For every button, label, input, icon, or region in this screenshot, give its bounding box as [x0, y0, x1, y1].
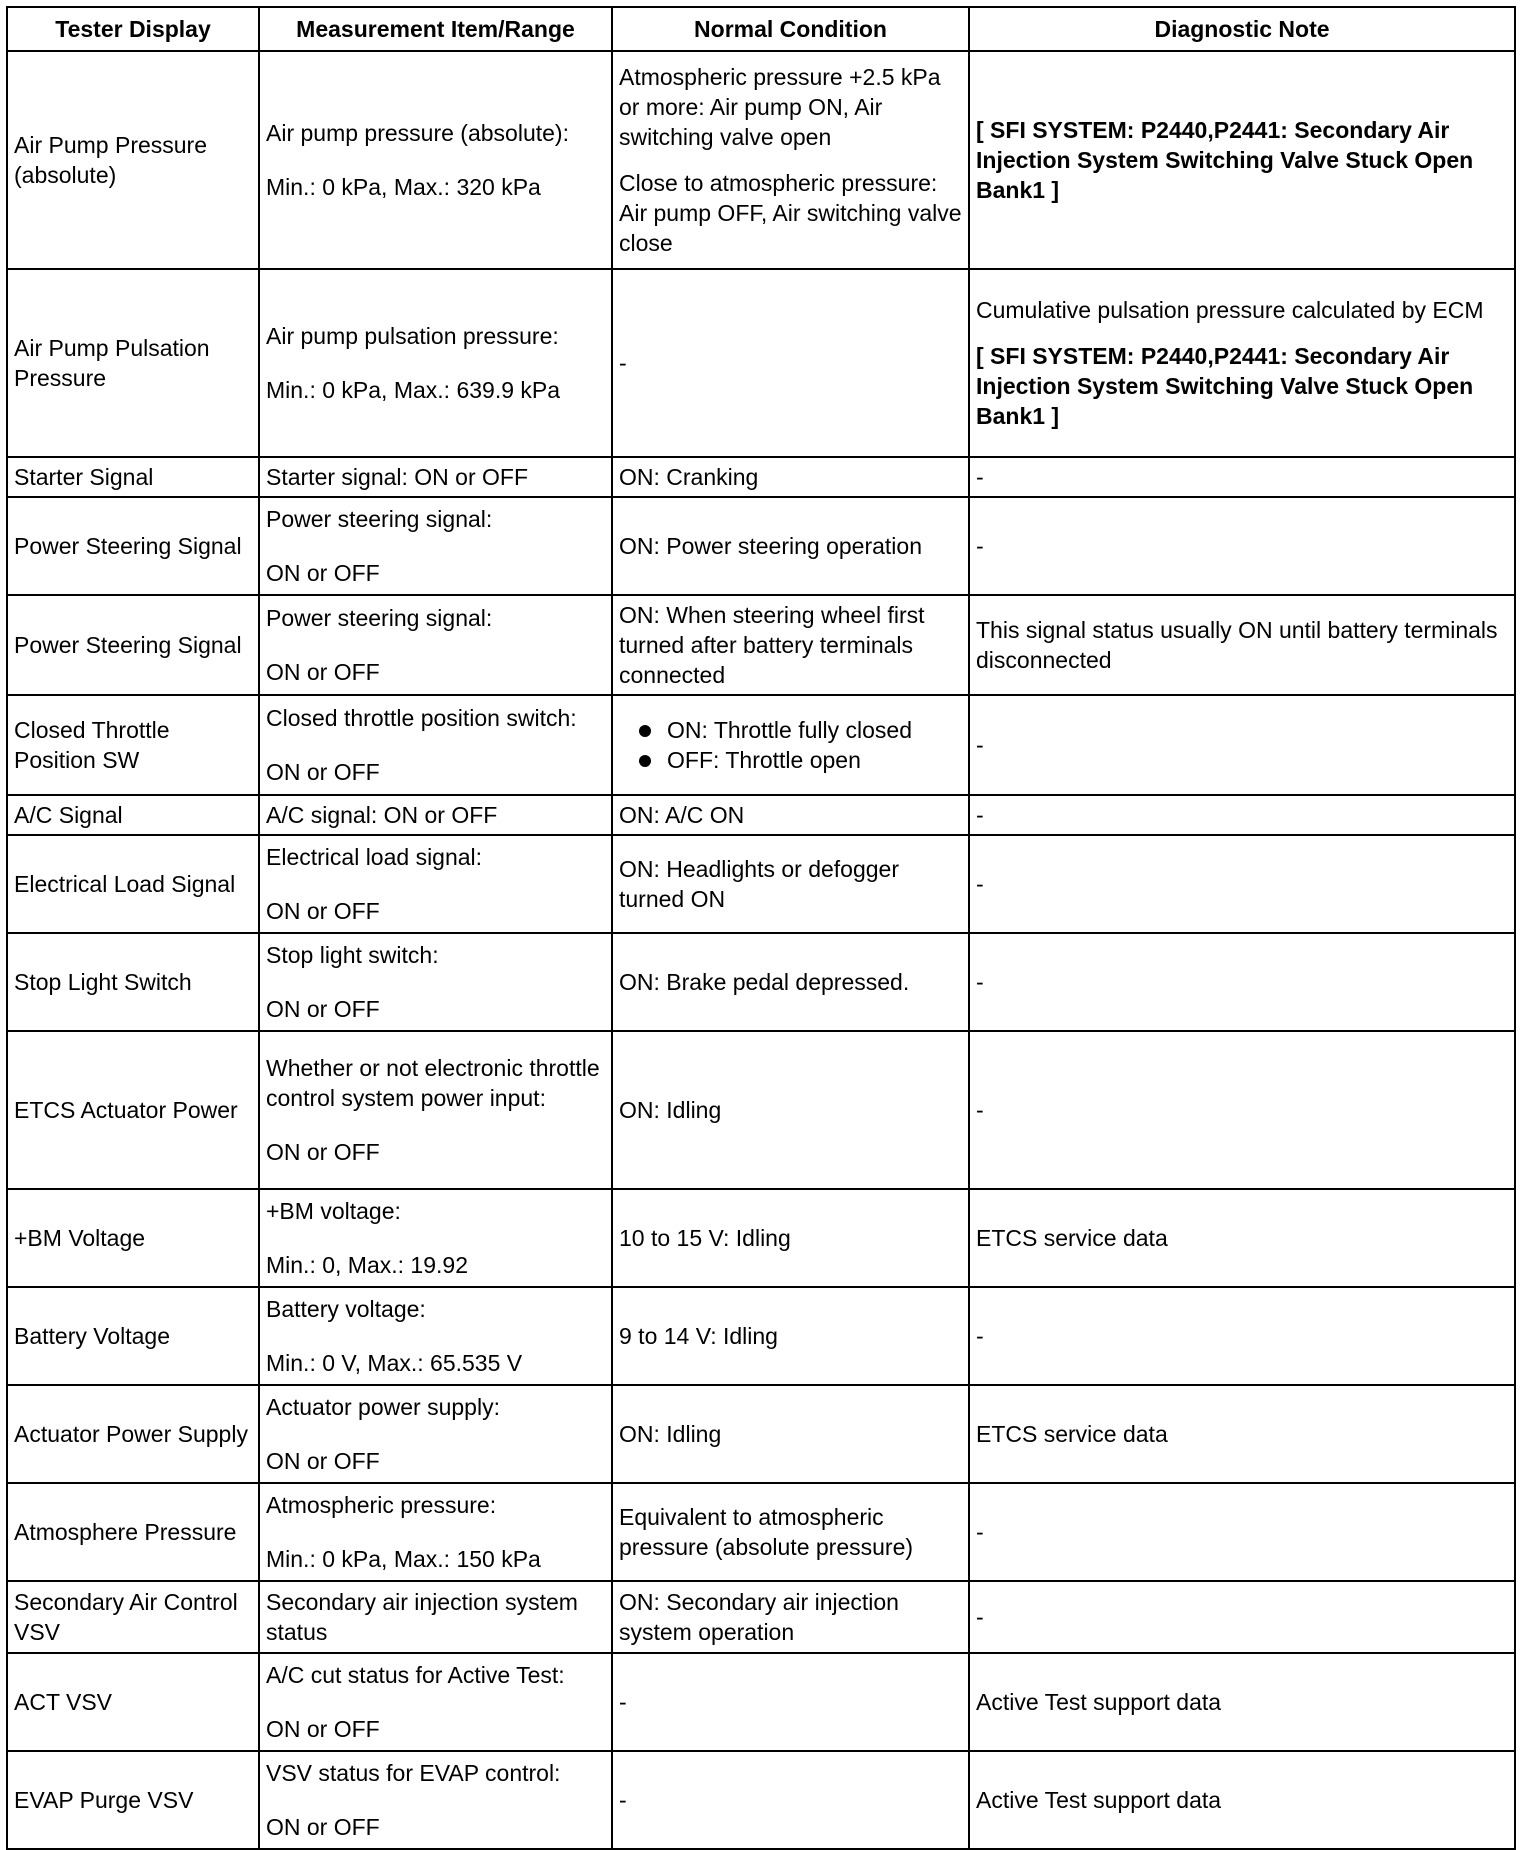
bullet-text: OFF: Throttle open — [667, 747, 861, 773]
cell-tester-display: Electrical Load Signal — [7, 835, 259, 933]
dtc-reference: [ SFI SYSTEM: P2440,P2441: Secondary Air Injection System Switching Valve Stuck Open Bank1 ] — [976, 343, 1474, 429]
table-header-row — [7, 7, 1515, 51]
item-line: Actuator power supply: — [266, 1394, 500, 1420]
cell-measurement-item — [259, 933, 612, 1031]
cell-diagnostic-note: - — [969, 795, 1515, 835]
cell-measurement-item — [259, 269, 612, 457]
list-item — [619, 715, 962, 745]
cell-measurement-item — [259, 1385, 612, 1483]
cell-diagnostic-note: This signal status usually ON until battery terminals disconnected — [969, 595, 1515, 695]
cell-tester-display: ETCS Actuator Power — [7, 1031, 259, 1189]
cell-measurement-item — [259, 1483, 612, 1581]
cell-measurement-item — [259, 835, 612, 933]
cell-normal-condition: 10 to 15 V: Idling — [612, 1189, 969, 1287]
item-line: Electrical load signal: — [266, 844, 483, 870]
item-range: ON or OFF — [266, 1139, 380, 1165]
item-line: Air pump pressure (absolute): — [266, 120, 569, 146]
cell-normal-condition — [612, 695, 969, 795]
item-range: ON or OFF — [266, 1448, 380, 1474]
note-line: Cumulative pulsation pressure calculated by ECM — [976, 297, 1484, 323]
condition-line: Atmospheric pressure +2.5 kPa or more: Air pump ON, Air switching valve open — [619, 64, 941, 150]
cell-diagnostic-note: Active Test support data — [969, 1653, 1515, 1751]
cell-normal-condition: - — [612, 1751, 969, 1849]
item-range: Min.: 0 kPa, Max.: 639.9 kPa — [266, 377, 561, 403]
table-row — [7, 1287, 1515, 1385]
cell-measurement-item — [259, 1751, 612, 1849]
cell-normal-condition — [612, 51, 969, 269]
item-line: VSV status for EVAP control: — [266, 1760, 561, 1786]
item-line: +BM voltage: — [266, 1198, 401, 1224]
cell-normal-condition: 9 to 14 V: Idling — [612, 1287, 969, 1385]
table-row — [7, 1751, 1515, 1849]
cell-measurement-item — [259, 1189, 612, 1287]
item-range: Min.: 0, Max.: 19.92 — [266, 1252, 468, 1278]
table-row — [7, 595, 1515, 695]
cell-normal-condition: ON: Idling — [612, 1031, 969, 1189]
cell-tester-display: A/C Signal — [7, 795, 259, 835]
cell-diagnostic-note: - — [969, 1581, 1515, 1653]
cell-diagnostic-note: - — [969, 933, 1515, 1031]
header-tester-display: Tester Display — [7, 7, 259, 51]
cell-measurement-item: A/C signal: ON or OFF — [259, 795, 612, 835]
table-row — [7, 1385, 1515, 1483]
cell-normal-condition: ON: Secondary air injection system operation — [612, 1581, 969, 1653]
cell-normal-condition: ON: Brake pedal depressed. — [612, 933, 969, 1031]
cell-diagnostic-note: ETCS service data — [969, 1189, 1515, 1287]
cell-normal-condition: ON: Cranking — [612, 457, 969, 497]
table-row — [7, 51, 1515, 269]
cell-tester-display: +BM Voltage — [7, 1189, 259, 1287]
dtc-reference: [ SFI SYSTEM: P2440,P2441: Secondary Air Injection System Switching Valve Stuck Open Bank1 ] — [976, 117, 1474, 203]
cell-tester-display: ACT VSV — [7, 1653, 259, 1751]
condition-bullet-list — [619, 715, 962, 775]
cell-measurement-item: Secondary air injection system status — [259, 1581, 612, 1653]
bullet-text: ON: Throttle fully closed — [667, 717, 913, 743]
item-line: Closed throttle position switch: — [266, 705, 577, 731]
cell-diagnostic-note: Active Test support data — [969, 1751, 1515, 1849]
cell-diagnostic-note: - — [969, 695, 1515, 795]
header-measurement-item: Measurement Item/Range — [259, 7, 612, 51]
cell-diagnostic-note: - — [969, 1287, 1515, 1385]
item-range: ON or OFF — [266, 659, 380, 685]
cell-normal-condition: - — [612, 1653, 969, 1751]
cell-measurement-item — [259, 595, 612, 695]
item-line: Stop light switch: — [266, 942, 439, 968]
cell-tester-display: Closed Throttle Position SW — [7, 695, 259, 795]
item-line: Air pump pulsation pressure: — [266, 323, 559, 349]
cell-diagnostic-note — [969, 51, 1515, 269]
cell-normal-condition: ON: Headlights or defogger turned ON — [612, 835, 969, 933]
cell-normal-condition: ON: Idling — [612, 1385, 969, 1483]
header-normal-condition: Normal Condition — [612, 7, 969, 51]
cell-tester-display: Power Steering Signal — [7, 595, 259, 695]
cell-measurement-item — [259, 1287, 612, 1385]
table-row — [7, 933, 1515, 1031]
item-line: A/C cut status for Active Test: — [266, 1662, 565, 1688]
table-row — [7, 1189, 1515, 1287]
cell-measurement-item — [259, 1031, 612, 1189]
item-range: ON or OFF — [266, 898, 380, 924]
table-row — [7, 497, 1515, 595]
item-line: Power steering signal: — [266, 605, 493, 631]
cell-tester-display: Stop Light Switch — [7, 933, 259, 1031]
table-row — [7, 1653, 1515, 1751]
data-list-table — [6, 6, 1516, 1850]
item-range: Min.: 0 kPa, Max.: 150 kPa — [266, 1546, 541, 1572]
table-row — [7, 1581, 1515, 1653]
bullet-icon — [639, 725, 651, 737]
cell-diagnostic-note: ETCS service data — [969, 1385, 1515, 1483]
cell-normal-condition: Equivalent to atmospheric pressure (absolute pressure) — [612, 1483, 969, 1581]
cell-tester-display: Starter Signal — [7, 457, 259, 497]
cell-diagnostic-note: - — [969, 1031, 1515, 1189]
header-diagnostic-note: Diagnostic Note — [969, 7, 1515, 51]
item-range: ON or OFF — [266, 996, 380, 1022]
item-line: Whether or not electronic throttle control system power input: — [266, 1055, 600, 1111]
cell-diagnostic-note: - — [969, 835, 1515, 933]
table-row — [7, 1483, 1515, 1581]
item-range: Min.: 0 V, Max.: 65.535 V — [266, 1350, 523, 1376]
cell-normal-condition: ON: Power steering operation — [612, 497, 969, 595]
list-item — [619, 745, 962, 775]
cell-tester-display: EVAP Purge VSV — [7, 1751, 259, 1849]
item-line: Atmospheric pressure: — [266, 1492, 497, 1518]
cell-normal-condition: - — [612, 269, 969, 457]
cell-diagnostic-note: - — [969, 497, 1515, 595]
cell-normal-condition: ON: When steering wheel first turned after battery terminals connected — [612, 595, 969, 695]
table-row — [7, 835, 1515, 933]
cell-tester-display: Power Steering Signal — [7, 497, 259, 595]
cell-tester-display: Air Pump Pulsation Pressure — [7, 269, 259, 457]
cell-measurement-item — [259, 497, 612, 595]
table-row — [7, 795, 1515, 835]
table-row — [7, 1031, 1515, 1189]
cell-diagnostic-note — [969, 269, 1515, 457]
item-range: Min.: 0 kPa, Max.: 320 kPa — [266, 174, 541, 200]
cell-tester-display: Actuator Power Supply — [7, 1385, 259, 1483]
item-line: Battery voltage: — [266, 1296, 426, 1322]
cell-tester-display: Secondary Air Control VSV — [7, 1581, 259, 1653]
item-range: ON or OFF — [266, 560, 380, 586]
cell-measurement-item — [259, 695, 612, 795]
table-row — [7, 269, 1515, 457]
cell-normal-condition: ON: A/C ON — [612, 795, 969, 835]
table-row — [7, 457, 1515, 497]
item-range: ON or OFF — [266, 1814, 380, 1840]
condition-line: Close to atmospheric pressure: Air pump OFF, Air switching valve close — [619, 170, 962, 256]
item-range: ON or OFF — [266, 759, 380, 785]
item-line: Power steering signal: — [266, 506, 493, 532]
cell-measurement-item: Starter signal: ON or OFF — [259, 457, 612, 497]
cell-tester-display: Air Pump Pressure (absolute) — [7, 51, 259, 269]
cell-tester-display: Battery Voltage — [7, 1287, 259, 1385]
cell-measurement-item — [259, 51, 612, 269]
cell-diagnostic-note: - — [969, 457, 1515, 497]
item-range: ON or OFF — [266, 1716, 380, 1742]
table-row — [7, 695, 1515, 795]
cell-tester-display: Atmosphere Pressure — [7, 1483, 259, 1581]
cell-measurement-item — [259, 1653, 612, 1751]
bullet-icon — [639, 755, 651, 767]
cell-diagnostic-note: - — [969, 1483, 1515, 1581]
